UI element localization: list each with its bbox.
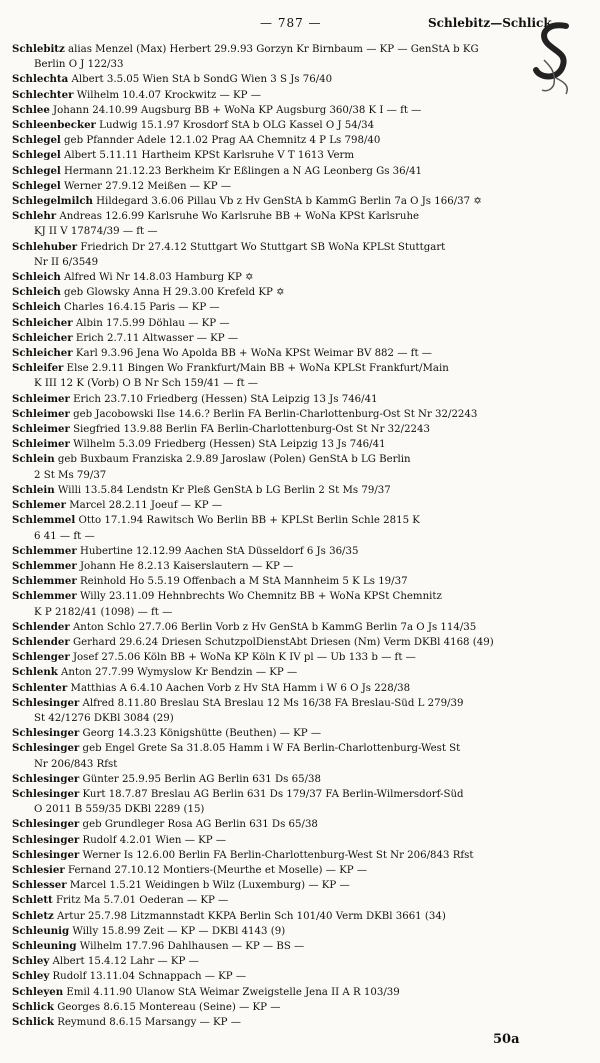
page-header	[0, 12, 600, 36]
entry-surname: Schlegel	[12, 134, 61, 147]
entry-details: Willy 15.8.99 Zeit — KP — DKBl 4143 (9)	[69, 925, 286, 937]
list-item	[12, 148, 582, 163]
entry-surname: Schleich	[12, 286, 61, 299]
entry-surname: Schleuning	[12, 939, 77, 952]
entry-details: Emil 4.11.90 Ulanow StA Weimar Zweigstelle Jena II A R 103/39	[63, 986, 400, 998]
entry-details: Charles 16.4.15 Paris — KP —	[60, 302, 220, 314]
entry-surname: Schlemmer	[12, 590, 77, 603]
entry-continuation: K III 12 K (Vorb) O B Nr Sch 159/41 — ft —	[34, 378, 258, 390]
entry-surname: Schleimer	[12, 423, 70, 436]
entry-details: Marcel 28.2.11 Joeuf — KP —	[65, 500, 223, 512]
list-item	[12, 681, 582, 696]
entry-details: geb Grundleger Rosa AG Berlin 631 Ds 65/38	[79, 819, 318, 831]
list-item	[12, 726, 582, 741]
list-item	[12, 498, 582, 513]
list-item	[12, 72, 582, 87]
entry-surname: Schlee	[12, 103, 50, 116]
entry-surname: Schlechta	[12, 73, 69, 86]
list-item	[12, 103, 582, 118]
entry-surname: Schleich	[12, 271, 61, 284]
entry-surname: Schlechter	[12, 88, 74, 101]
entry-details: Hermann 21.12.23 Berkheim Kr Eßlingen a N AG Leonberg Gs 36/41	[60, 165, 423, 177]
entry-details: Gerhard 29.6.24 Driesen SchutzpolDienstAbt Driesen (Nm) Verm DKBl 4168 (49)	[69, 636, 494, 648]
list-item	[12, 133, 582, 148]
list-item	[12, 969, 582, 984]
entry-surname: Schlebitz	[12, 43, 65, 55]
entry-surname: Schleicher	[12, 331, 73, 344]
list-item	[12, 407, 582, 422]
entry-surname: Schlehuber	[12, 240, 78, 253]
entry-surname: Schlein	[12, 453, 55, 466]
entry-details: Fernand 27.10.12 Montiers-(Meurthe et Moselle) — KP —	[64, 864, 368, 876]
list-item	[12, 513, 582, 543]
entry-continuation: KJ II V 17874/39 — ft —	[34, 226, 158, 238]
entry-surname: Schlett	[12, 894, 53, 907]
list-item	[12, 437, 582, 452]
entry-details: Georg 14.3.23 Königshütte (Beuthen) — KP —	[79, 728, 322, 740]
entry-surname: Schleyen	[12, 985, 64, 998]
entry-surname: Schlick	[12, 1000, 54, 1013]
entry-surname: Schleimer	[12, 438, 70, 451]
list-item	[12, 939, 582, 954]
list-item	[12, 316, 582, 331]
list-item	[12, 483, 582, 498]
entry-details: Werner 27.9.12 Meißen — KP —	[60, 180, 232, 192]
entry-continuation: O 2011 B 559/35 DKBl 2289 (15)	[34, 804, 205, 816]
list-item	[12, 817, 582, 832]
entry-continuation: Nr II 6/3549	[34, 256, 99, 268]
list-item	[12, 985, 582, 1000]
list-item	[12, 361, 582, 391]
entry-details: Erich 23.7.10 Friedberg (Hessen) StA Leipzig 13 Js 746/41	[69, 393, 378, 405]
list-item	[12, 893, 582, 908]
entry-surname: Schleimer	[12, 392, 70, 405]
entry-details: Hildegard 3.6.06 Pillau Vb z Hv GenStA b KammG Berlin 7a O Js 166/37 ✡	[92, 196, 482, 208]
entry-details: Albert 15.4.12 Lahr — KP —	[49, 956, 199, 968]
entry-details: Karl 9.3.96 Jena Wo Apolda BB + WoNa KPSt Weimar BV 882 — ft —	[72, 348, 432, 360]
entry-details: Wilhelm 10.4.07 Krockwitz — KP —	[73, 89, 261, 101]
list-item	[12, 909, 582, 924]
list-item	[12, 574, 582, 589]
entry-surname: Schlegel	[12, 179, 61, 192]
list-item	[12, 392, 582, 407]
entry-details: Johann 24.10.99 Augsburg BB + WoNa KP Augsburg 360/38 K I — ft —	[49, 104, 422, 116]
entry-details: Günter 25.9.95 Berlin AG Berlin 631 Ds 65/38	[79, 773, 321, 785]
entry-surname: Schlenk	[12, 666, 58, 679]
page-number: — 787 —	[260, 16, 322, 30]
entry-surname: Schlesinger	[12, 772, 80, 785]
list-item	[12, 118, 582, 133]
list-item	[12, 42, 582, 72]
entry-continuation: Nr 206/843 Rfst	[34, 758, 118, 770]
entry-details: Alfred Wi Nr 14.8.03 Hamburg KP ✡	[60, 272, 254, 284]
list-item	[12, 331, 582, 346]
entry-surname: Schlegel	[12, 149, 61, 162]
list-item	[12, 787, 582, 817]
list-item	[12, 346, 582, 361]
list-item	[12, 300, 582, 315]
list-item	[12, 1000, 582, 1015]
entry-details: Albert 5.11.11 Hartheim KPSt Karlsruhe V T 1613 Verm	[60, 150, 355, 162]
entry-surname: Schlesinger	[12, 727, 80, 740]
entry-surname: Schleimer	[12, 407, 70, 420]
list-item	[12, 422, 582, 437]
entry-surname: Schleifer	[12, 362, 64, 375]
entry-details: Kurt 18.7.87 Breslau AG Berlin 631 Ds 179/37 FA Berlin-Wilmersdorf-Süd	[79, 788, 464, 800]
entry-details: geb Pfannder Adele 12.1.02 Prag AA Chemnitz 4 P Ls 798/40	[60, 135, 381, 147]
entry-surname: Schlegel	[12, 164, 61, 177]
entry-details: Reymund 8.6.15 Marsangy — KP —	[53, 1017, 241, 1028]
entry-surname: Schlein	[12, 483, 55, 496]
entry-details: Werner Is 12.6.00 Berlin FA Berlin-Charlottenburg-West St Nr 206/843 Rfst	[79, 849, 474, 861]
list-item	[12, 772, 582, 787]
entry-continuation: Berlin O J 122/33	[34, 59, 124, 71]
entry-surname: Schleicher	[12, 347, 73, 360]
entry-surname: Schley	[12, 955, 50, 968]
entry-details: Andreas 12.6.99 Karlsruhe Wo Karlsruhe BB + WoNa KPSt Karlsruhe	[56, 211, 420, 223]
entry-details: Matthias A 6.4.10 Aachen Vorb z Hv StA Hamm i W 6 O Js 228/38	[67, 682, 411, 694]
entry-details: Wilhelm 17.7.96 Dahlhausen — KP — BS —	[76, 940, 305, 952]
entry-surname: Schlemmer	[12, 575, 77, 588]
entry-details: Willy 23.11.09 Hehnbrechts Wo Chemnitz BB + WoNa KPSt Chemnitz	[76, 591, 442, 603]
list-item	[12, 559, 582, 574]
entry-details: Johann He 8.2.13 Kaiserslautern — KP —	[76, 560, 294, 572]
list-item	[12, 924, 582, 939]
list-item	[12, 589, 582, 619]
entry-surname: Schleicher	[12, 316, 73, 329]
entry-surname: Schlehr	[12, 210, 57, 223]
entry-surname: Schlesier	[12, 863, 65, 876]
entry-details: Marcel 1.5.21 Weidingen b Wilz (Luxemburg) — KP —	[66, 880, 350, 892]
entry-surname: Schlesinger	[12, 696, 80, 709]
entry-details: Rudolf 4.2.01 Wien — KP —	[79, 834, 227, 846]
list-item	[12, 1015, 582, 1030]
entry-details: Willi 13.5.84 Lendstn Kr Pleß GenStA b LG Berlin 2 St Ms 79/37	[54, 484, 391, 496]
footer-mark: 50a	[493, 1032, 520, 1047]
entry-details: geb Jacobowski Ilse 14.6.? Berlin FA Berlin-Charlottenburg-Ost St Nr 32/2243	[69, 408, 478, 420]
entry-surname: Schlemmer	[12, 559, 77, 572]
entry-surname: Schlender	[12, 635, 70, 648]
entry-continuation: K P 2182/41 (1098) — ft —	[34, 606, 173, 618]
list-item	[12, 954, 582, 969]
entry-surname: Schlesinger	[12, 787, 80, 800]
entry-details: Otto 17.1.94 Rawitsch Wo Berlin BB + KPLSt Berlin Schle 2815 K	[75, 515, 420, 527]
list-item	[12, 544, 582, 559]
entry-details: Else 2.9.11 Bingen Wo Frankfurt/Main BB + WoNa KPLSt Frankfurt/Main	[63, 363, 449, 375]
entry-surname: Schlesinger	[12, 848, 80, 861]
list-item	[12, 620, 582, 635]
entry-surname: Schlemmel	[12, 514, 76, 527]
entry-details: Ludwig 15.1.97 Krosdorf StA b OLG Kassel O J 54/34	[95, 120, 375, 132]
entry-surname: Schlender	[12, 620, 70, 633]
entry-surname: Schlesser	[12, 879, 67, 892]
entry-details: Friedrich Dr 27.4.12 Stuttgart Wo Stuttgart SB WoNa KPLSt Stuttgart	[77, 241, 446, 253]
list-item	[12, 833, 582, 848]
entry-details: alias Menzel (Max) Herbert 29.9.93 Gorzyn Kr Birnbaum — KP — GenStA b KG	[64, 44, 479, 55]
list-item	[12, 878, 582, 893]
entry-details: Albert 3.5.05 Wien StA b SondG Wien 3 S Js 76/40	[68, 74, 333, 86]
entry-details: Erich 2.7.11 Altwasser — KP —	[72, 332, 239, 344]
list-item	[12, 696, 582, 726]
entry-surname: Schlick	[12, 1016, 54, 1028]
entry-continuation: 2 St Ms 79/37	[34, 469, 107, 481]
entry-surname: Schlenter	[12, 681, 68, 694]
entry-details: geb Glowsky Anna H 29.3.00 Krefeld KP ✡	[60, 287, 285, 299]
entry-details: Artur 25.7.98 Litzmannstadt KKPA Berlin Sch 101/40 Verm DKBl 3661 (34)	[53, 910, 446, 922]
entry-surname: Schleenbecker	[12, 119, 96, 132]
entry-surname: Schlenger	[12, 651, 70, 664]
list-item	[12, 665, 582, 680]
entry-details: geb Buxbaum Franziska 2.9.89 Jaroslaw (Polen) GenStA b LG Berlin	[54, 454, 411, 466]
entry-details: Siegfried 13.9.88 Berlin FA Berlin-Charlottenburg-Ost St Nr 32/2243	[69, 424, 431, 436]
entry-details: Georges 8.6.15 Montereau (Seine) — KP —	[53, 1001, 281, 1013]
entry-surname: Schlegelmilch	[12, 195, 93, 208]
list-item	[12, 209, 582, 239]
list-item	[12, 863, 582, 878]
entry-surname: Schlesinger	[12, 833, 80, 846]
entry-details: Wilhelm 5.3.09 Friedberg (Hessen) StA Leipzig 13 Js 746/41	[69, 439, 386, 451]
list-item	[12, 240, 582, 270]
entry-details: Anton 27.7.99 Wymyslow Kr Bendzin — KP —	[57, 667, 298, 679]
list-item	[12, 88, 582, 103]
entry-surname: Schlesinger	[12, 742, 80, 755]
list-item	[12, 452, 582, 482]
list-item	[12, 650, 582, 665]
entry-surname: Schlemer	[12, 499, 66, 512]
entry-surname: Schletz	[12, 909, 54, 922]
entry-continuation: St 42/1276 DKBl 3084 (29)	[34, 712, 174, 724]
running-head: Schlebitz—Schlick	[428, 16, 552, 30]
list-item	[12, 635, 582, 650]
entry-details: Anton Schlo 27.7.06 Berlin Vorb z Hv GenStA b KammG Berlin 7a O Js 114/35	[69, 621, 477, 633]
entry-surname: Schlemmer	[12, 544, 77, 557]
entry-continuation: 6 41 — ft —	[34, 530, 95, 542]
entry-surname: Schleich	[12, 301, 61, 314]
entry-details: Albin 17.5.99 Döhlau — KP —	[72, 317, 230, 329]
list-item	[12, 164, 582, 179]
list-item	[12, 741, 582, 771]
list-item	[12, 285, 582, 300]
list-item	[12, 194, 582, 209]
entry-details: Hubertine 12.12.99 Aachen StA Düsseldorf 6 Js 36/35	[76, 545, 359, 557]
entry-details: Fritz Ma 5.7.01 Oederan — KP —	[52, 895, 229, 907]
list-item	[12, 270, 582, 285]
entry-details: Josef 27.5.06 Köln BB + WoNa KP Köln K IV pl — Ub 133 b — ft —	[69, 652, 416, 664]
list-item	[12, 179, 582, 194]
entry-details: Reinhold Ho 5.5.19 Offenbach a M StA Mannheim 5 K Ls 19/37	[76, 576, 408, 588]
entry-surname: Schlesinger	[12, 818, 80, 831]
list-item	[12, 848, 582, 863]
entry-surname: Schley	[12, 970, 50, 983]
entry-surname: Schleunig	[12, 924, 70, 937]
entry-details: Alfred 8.11.80 Breslau StA Breslau 12 Ms 16/38 FA Breslau-Süd L 279/39	[79, 697, 464, 709]
entry-details: Rudolf 13.11.04 Schnappach — KP —	[49, 971, 247, 983]
entry-list	[12, 42, 582, 1030]
entry-details: geb Engel Grete Sa 31.8.05 Hamm i W FA Berlin-Charlottenburg-West St	[79, 743, 461, 755]
